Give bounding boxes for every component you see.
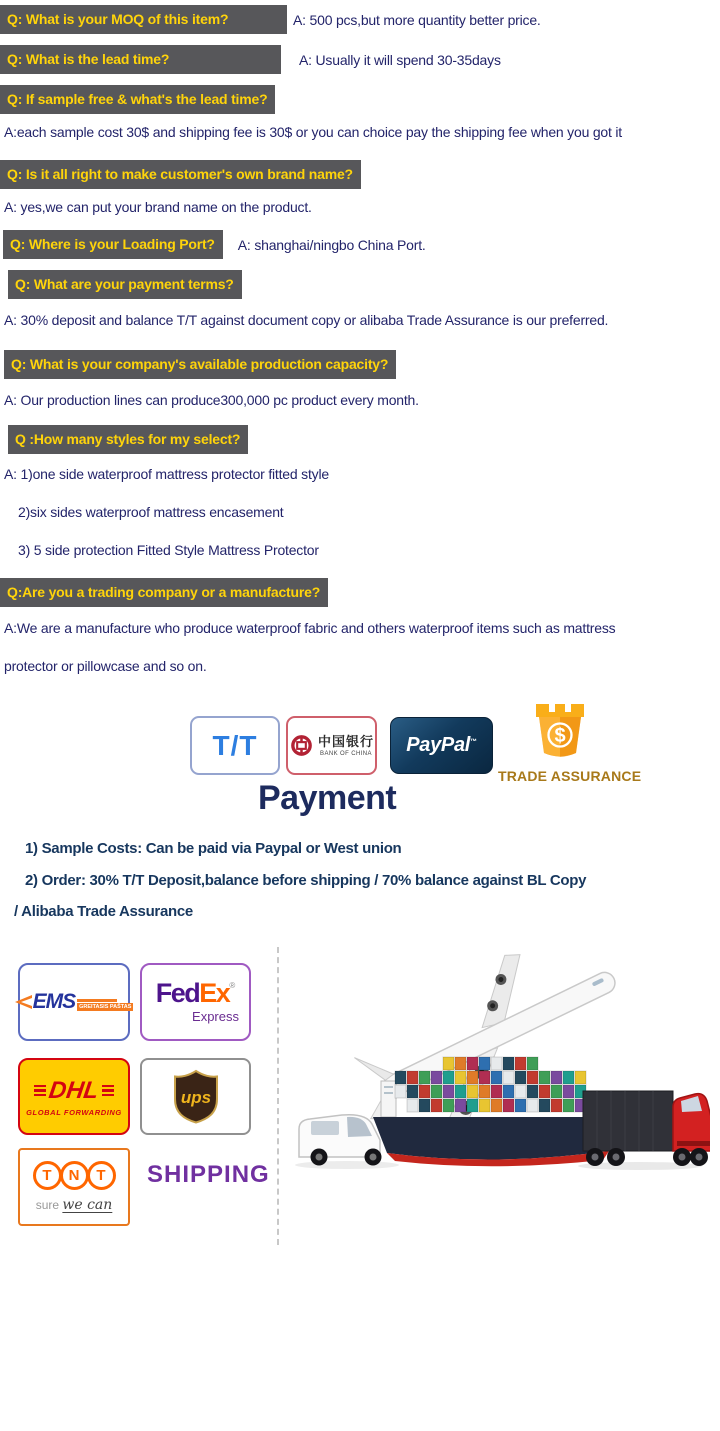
tnt-slogan: sure we can xyxy=(35,1196,113,1213)
ems-stripe xyxy=(77,999,117,1002)
dhl-left-stripes xyxy=(34,1085,46,1097)
answer-text: protector or pillowcase and so on. xyxy=(4,658,207,674)
tt-payment-card xyxy=(190,716,280,775)
dollar-sign: $ xyxy=(554,725,566,747)
ems-logo xyxy=(15,990,134,1014)
question-bar: Q: What is the lead time? xyxy=(0,45,281,74)
bank-of-china-icon xyxy=(289,733,314,758)
trademark-symbol: ™ xyxy=(470,738,477,746)
tnt-logo xyxy=(34,1161,115,1190)
ems-label: EMS xyxy=(32,990,76,1013)
ems-wings-icon xyxy=(15,994,33,1010)
trade-assurance-badge-icon xyxy=(532,697,588,767)
tnt-letter: T xyxy=(87,1161,116,1190)
boc-english-name: BANK OF CHINA xyxy=(320,750,372,757)
answer-text: A: 500 pcs,but more quantity better price. xyxy=(293,11,541,28)
tnt-logo-card xyxy=(18,1148,130,1226)
answer-text: A: yes,we can put your brand name on the product. xyxy=(4,199,312,215)
question-bar: Q: If sample free & what's the lead time? xyxy=(0,85,275,114)
faq-item xyxy=(0,5,720,34)
bank-of-china-card xyxy=(286,716,377,775)
tnt-letter: T xyxy=(33,1161,62,1190)
ems-logo-card xyxy=(18,963,130,1041)
ups-label: ups xyxy=(180,1088,211,1107)
answer-text: 3) 5 side protection Fitted Style Mattress Protector xyxy=(18,542,319,558)
dhl-right-stripes xyxy=(102,1085,114,1097)
faq-item xyxy=(0,45,720,74)
paypal-label: PayPal™ xyxy=(406,734,477,756)
payment-note: 1) Sample Costs: Can be paid via Paypal or West union xyxy=(25,840,402,857)
payment-heading: Payment xyxy=(258,779,397,817)
logistics-collage xyxy=(285,945,710,1195)
payment-note: 2) Order: 30% T/T Deposit,balance before shipping / 70% balance against BL Copy xyxy=(25,872,587,889)
payment-note: / Alibaba Trade Assurance xyxy=(14,903,193,920)
answer-text: A: shanghai/ningbo China Port. xyxy=(237,236,426,253)
question-bar: Q: What are your payment terms? xyxy=(8,270,242,299)
question-bar: Q: What is your company's available production capacity? xyxy=(4,350,396,379)
answer-text: A: 30% deposit and balance T/T against document copy or alibaba Trade Assurance is our preferred. xyxy=(4,312,609,328)
dashed-divider xyxy=(277,947,279,1245)
paypal-card xyxy=(390,717,493,774)
dhl-label: DHL xyxy=(47,1076,101,1104)
dhl-logo xyxy=(34,1077,113,1105)
question-bar: Q: Is it all right to make customer's own brand name? xyxy=(0,160,361,189)
question-bar: Q: Where is your Loading Port? xyxy=(3,230,223,259)
faq-section xyxy=(0,0,720,674)
fedex-fed: Fed xyxy=(155,978,200,1008)
tt-label: T/T xyxy=(212,729,258,761)
shipping-heading: SHIPPING xyxy=(147,1161,270,1188)
ems-sub-block xyxy=(77,999,133,1011)
fedex-logo xyxy=(156,980,235,1007)
answer-text: A: Our production lines can produce300,000 pc product every month. xyxy=(4,392,419,408)
faq-item xyxy=(0,230,720,259)
fedex-ex: Ex xyxy=(199,978,230,1008)
answer-text: A:We are a manufacture who produce waterproof fabric and others waterproof items such as mattress xyxy=(4,620,616,636)
tnt-letter: N xyxy=(60,1161,89,1190)
question-bar: Q:Are you a trading company or a manufacture? xyxy=(0,578,328,607)
dhl-logo-card xyxy=(18,1058,130,1135)
answer-text: 2)six sides waterproof mattress encasement xyxy=(18,504,284,520)
registered-symbol: ® xyxy=(229,981,236,990)
trade-assurance-label: TRADE ASSURANCE xyxy=(498,768,642,784)
red-truck-illustration xyxy=(578,1091,710,1170)
question-bar: Q: What is your MOQ of this item? xyxy=(0,5,287,34)
ups-shield-icon xyxy=(173,1069,219,1124)
boc-chinese-name: 中国银行 xyxy=(317,733,374,749)
ems-sub-label: GREITASIS PAŠTAS xyxy=(79,1004,132,1010)
answer-text: A: Usually it will spend 30-35days xyxy=(299,51,501,68)
answer-text: A:each sample cost 30$ and shipping fee is 30$ or you can choice pay the shipping fee when you got it xyxy=(4,124,622,140)
bank-of-china-name xyxy=(318,735,374,757)
question-bar: Q :How many styles for my select? xyxy=(8,425,248,454)
ups-logo-card xyxy=(140,1058,251,1135)
fedex-logo-card xyxy=(140,963,251,1041)
answer-text: A: 1)one side waterproof mattress protector fitted style xyxy=(4,466,329,482)
dhl-sub-label: GLOBAL FORWARDING xyxy=(26,1107,122,1117)
fedex-express-label: Express xyxy=(192,1009,239,1024)
